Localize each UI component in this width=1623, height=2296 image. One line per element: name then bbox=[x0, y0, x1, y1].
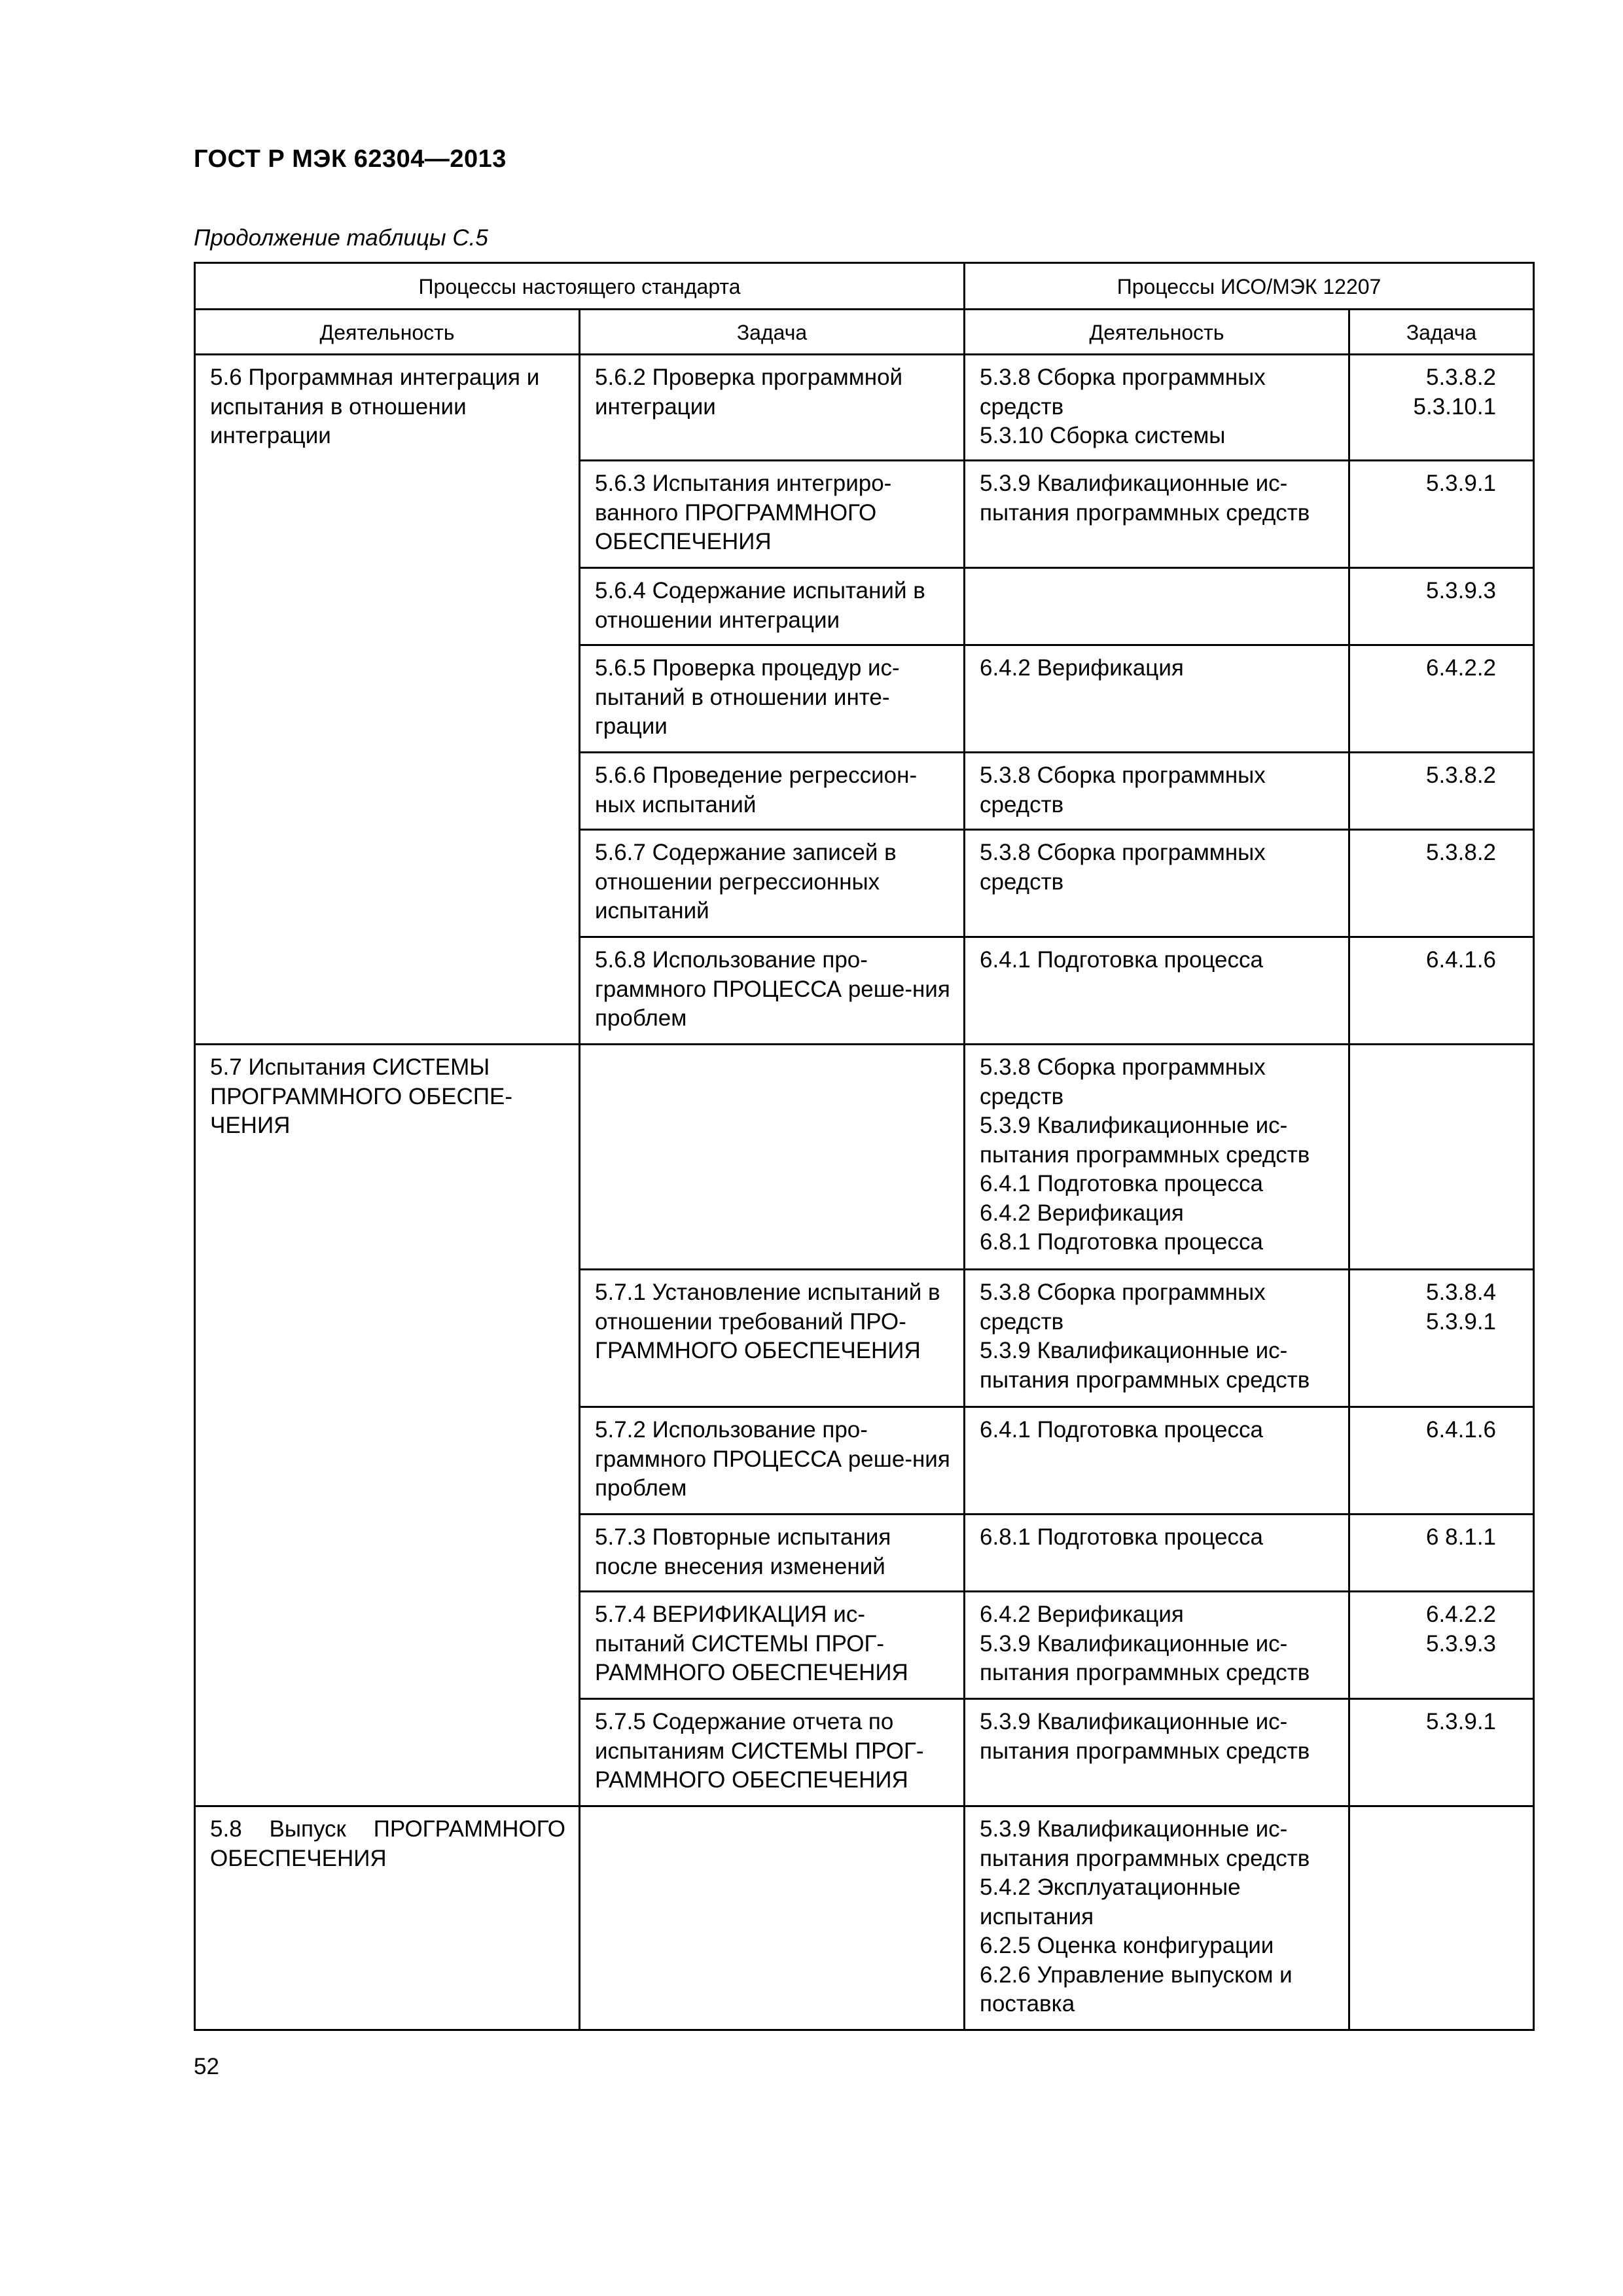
iso-task-cell bbox=[1349, 1045, 1534, 1270]
iso-activity-cell: 5.3.8 Сборка программных средств 5.3.9 Квалификационные ис-пытания программных средств 6.4.1 Подготовка процесса 6.4.2 Верификация 6.8.1 Подготовка процесса bbox=[965, 1045, 1349, 1270]
task-cell: 5.7.4 ВЕРИФИКАЦИЯ ис-пытаний СИСТЕМЫ ПРОГ-РАММНОГО ОБЕСПЕЧЕНИЯ bbox=[580, 1592, 965, 1699]
iso-activity-cell: 5.3.9 Квалификационные ис-пытания программных средств bbox=[965, 1699, 1349, 1806]
table-body bbox=[195, 263, 1534, 2030]
task-cell: 5.6.7 Содержание записей в отношении регрессионных испытаний bbox=[580, 830, 965, 937]
task-cell bbox=[580, 1045, 965, 1270]
task-cell: 5.6.4 Содержание испытаний в отношении интеграции bbox=[580, 568, 965, 645]
iso-task-cell: 5.3.9.1 bbox=[1349, 461, 1534, 568]
iso-task-cell: 5.3.8.2 bbox=[1349, 753, 1534, 830]
task-cell bbox=[580, 1806, 965, 2030]
iso-task-cell: 6.4.2.2 5.3.9.3 bbox=[1349, 1592, 1534, 1699]
table-row bbox=[195, 1806, 1534, 2030]
activity-cell: 5.7 Испытания СИСТЕМЫ ПРОГРАММНОГО ОБЕСПЕ-ЧЕНИЯ bbox=[195, 1045, 580, 1806]
activity-cell: 5.8 Выпуск ПРОГРАММНОГО ОБЕСПЕЧЕНИЯ bbox=[195, 1806, 580, 2030]
task-cell: 5.7.3 Повторные испытания после внесения изменений bbox=[580, 1515, 965, 1592]
iso-task-cell: 6.4.2.2 bbox=[1349, 645, 1534, 753]
iso-activity-cell: 6.8.1 Подготовка процесса bbox=[965, 1515, 1349, 1592]
task-cell: 5.7.1 Установление испытаний в отношении требований ПРО-ГРАММНОГО ОБЕСПЕЧЕНИЯ bbox=[580, 1270, 965, 1407]
task-cell: 5.7.2 Использование про-граммного ПРОЦЕССА реше-ния проблем bbox=[580, 1407, 965, 1515]
group-header-iso: Процессы ИСО/МЭК 12207 bbox=[965, 263, 1534, 310]
iso-activity-cell: 5.3.9 Квалификационные ис-пытания программных средств 5.4.2 Эксплуатационные испытания 6.2.5 Оценка конфигурации 6.2.6 Управление выпуском и поставка bbox=[965, 1806, 1349, 2030]
document-header: ГОСТ Р МЭК 62304—2013 bbox=[194, 145, 507, 173]
table-caption: Продолжение таблицы С.5 bbox=[194, 225, 488, 251]
iso-task-cell: 6.4.1.6 bbox=[1349, 1407, 1534, 1515]
page-number: 52 bbox=[194, 2054, 219, 2079]
iso-activity-cell: 5.3.8 Сборка программных средств bbox=[965, 830, 1349, 937]
column-header-task: Задача bbox=[580, 310, 965, 355]
iso-activity-cell: 5.3.8 Сборка программных средств 5.3.9 Квалификационные ис-пытания программных средств bbox=[965, 1270, 1349, 1407]
task-cell: 5.6.3 Испытания интегриро-ванного ПРОГРАММНОГО ОБЕСПЕЧЕНИЯ bbox=[580, 461, 965, 568]
column-header-iso-task: Задача bbox=[1349, 310, 1534, 355]
iso-activity-cell: 6.4.2 Верификация 5.3.9 Квалификационные ис-пытания программных средств bbox=[965, 1592, 1349, 1699]
task-cell: 5.7.5 Содержание отчета по испытаниям СИСТЕМЫ ПРОГ-РАММНОГО ОБЕСПЕЧЕНИЯ bbox=[580, 1699, 965, 1806]
column-header-row bbox=[195, 310, 1534, 355]
activity-cell: 5.6 Программная интеграция и испытания в отношении интеграции bbox=[195, 355, 580, 1045]
iso-task-cell bbox=[1349, 1806, 1534, 2030]
iso-activity-cell: 6.4.1 Подготовка процесса bbox=[965, 1407, 1349, 1515]
mapping-table bbox=[194, 262, 1535, 2031]
iso-activity-cell: 6.4.2 Верификация bbox=[965, 645, 1349, 753]
task-cell: 5.6.5 Проверка процедур ис-пытаний в отношении инте-грации bbox=[580, 645, 965, 753]
iso-activity-cell bbox=[965, 568, 1349, 645]
column-header-iso-activity: Деятельность bbox=[965, 310, 1349, 355]
group-header-row bbox=[195, 263, 1534, 310]
iso-activity-cell: 5.3.8 Сборка программных средств bbox=[965, 753, 1349, 830]
task-cell: 5.6.6 Проведение регрессион-ных испытаний bbox=[580, 753, 965, 830]
iso-task-cell: 6.4.1.6 bbox=[1349, 937, 1534, 1045]
iso-task-cell: 5.3.8.2 bbox=[1349, 830, 1534, 937]
table-row bbox=[195, 355, 1534, 461]
group-header-standard: Процессы настоящего стандарта bbox=[195, 263, 965, 310]
task-cell: 5.6.8 Использование про-граммного ПРОЦЕССА реше-ния проблем bbox=[580, 937, 965, 1045]
column-header-activity: Деятельность bbox=[195, 310, 580, 355]
iso-task-cell: 5.3.8.2 5.3.10.1 bbox=[1349, 355, 1534, 461]
iso-activity-cell: 6.4.1 Подготовка процесса bbox=[965, 937, 1349, 1045]
iso-activity-cell: 5.3.8 Сборка программных средств 5.3.10 Сборка системы bbox=[965, 355, 1349, 461]
iso-task-cell: 6 8.1.1 bbox=[1349, 1515, 1534, 1592]
iso-task-cell: 5.3.9.3 bbox=[1349, 568, 1534, 645]
iso-task-cell: 5.3.9.1 bbox=[1349, 1699, 1534, 1806]
iso-task-cell: 5.3.8.4 5.3.9.1 bbox=[1349, 1270, 1534, 1407]
iso-activity-cell: 5.3.9 Квалификационные ис-пытания программных средств bbox=[965, 461, 1349, 568]
table-row bbox=[195, 1045, 1534, 1270]
task-cell: 5.6.2 Проверка программной интеграции bbox=[580, 355, 965, 461]
